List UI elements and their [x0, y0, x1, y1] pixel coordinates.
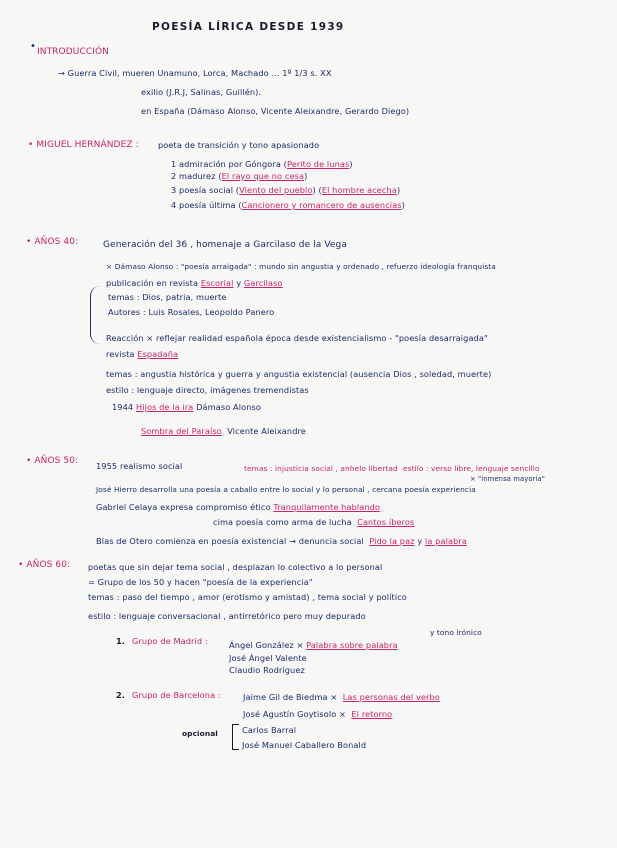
anos50-line-5: Blas de Otero comienza en poesía existencial → denuncia social Pido la paz y la palabra [96, 536, 467, 546]
group-1-poet-2: José Ángel Valente [229, 653, 307, 663]
anos40-line-6: Reacción × reflejar realidad española época desde existencialismo - "poesía desarraigada" [106, 333, 488, 343]
hernandez-item-4: 4 poesía última (Cancionero y romancero de ausencias) [171, 200, 405, 210]
work-title: El retorno [351, 709, 393, 719]
work-title: Viento del pueblo [239, 185, 313, 195]
hernandez-desc: poeta de transición y tono apasionado [158, 140, 320, 150]
page-title: POESÍA LÍRICA DESDE 1939 [152, 21, 345, 33]
anos40-line-10: 1944 Hijos de la ira Dámaso Alonso [112, 402, 261, 412]
intro-heading: INTRODUCCIÓN [37, 47, 109, 57]
work-title: Garcilaso [243, 278, 283, 288]
group-1-label: Grupo de Madrid : [132, 636, 208, 646]
hernandez-heading: • MIGUEL HERNÁNDEZ : [28, 140, 139, 150]
anos40-line-8: temas : angustia histórica y guerra y angustia existencial (ausencia Dios , soledad, muerte) [106, 369, 492, 379]
anos60-line-4b: y tono irónico [430, 628, 482, 637]
anos40-line-7: revista Espadaña [106, 349, 179, 359]
work-title: Espadaña [137, 349, 179, 359]
work-title: Pido la paz [369, 536, 415, 546]
work-title: Palabra sobre palabra [306, 640, 398, 650]
hernandez-item-3: 3 poesía social (Viento del pueblo) (El hombre acecha) [171, 185, 401, 195]
work-title: Perito de lunas [286, 159, 350, 169]
bracket-symbol [232, 724, 239, 750]
optional-label: opcional [182, 729, 218, 738]
intro-line-3: en España (Dámaso Alonso, Vicente Aleixandre, Gerardo Diego) [141, 106, 410, 116]
work-title: Tranquilamente hablando [273, 502, 381, 512]
anos40-line-1: Generación del 36 , homenaje a Garcilaso de la Vega [103, 240, 347, 250]
intro-line-1: → Guerra Civil, mueren Unamuno, Lorca, Machado ... 1º 1/3 s. XX [58, 68, 332, 78]
work-title: Las personas del verbo [342, 692, 440, 702]
anos40-line-2: × Dámaso Alonso : "poesía arraigada" : mundo sin angustia y ordenado , refuerzo ideología franquista [106, 262, 496, 271]
work-title: El rayo que no cesa [221, 171, 305, 181]
anos50-line-4: cima poesía como arma de lucha Cantos íberos [213, 517, 415, 527]
group-2-number: 2. [116, 690, 126, 700]
hernandez-item-1: 1 admiración por Góngora (Perito de lunas) [171, 159, 353, 169]
group-1-number: 1. [116, 636, 126, 646]
intro-line-2: exilio (J.R.J, Salinas, Guillén). [141, 87, 262, 97]
work-title: Sombra del Paraíso [141, 426, 222, 436]
anos50-line-1a: 1955 realismo social [96, 461, 183, 471]
work-title: Hijos de la ira [135, 402, 194, 412]
anos40-heading: • AÑOS 40: [26, 237, 79, 247]
group-2-poet-4: José Manuel Caballero Bonald [242, 740, 367, 750]
anos50-line-1d: × "inmensa mayoría" [470, 475, 545, 483]
anos50-line-2: José Hierro desarrolla una poesía a caballo entre lo social y lo personal , cercana poesía experiencia [96, 485, 476, 494]
anos60-line-3: temas : paso del tiempo , amor (erotismo y amistad) , tema social y político [88, 592, 407, 602]
anos40-line-4: temas : Dios, patria, muerte [108, 292, 227, 302]
anos50-line-3: Gabriel Celaya expresa compromiso ético Tranquilamente hablando [96, 502, 381, 512]
group-2-poet-2: José Agustín Goytisolo × El retorno [243, 709, 393, 719]
anos50-line-1c: estilo : verso libre, lenguaje sencillo [403, 464, 540, 473]
anos60-line-1: poetas que sin dejar tema social , desplazan lo colectivo a lo personal [88, 562, 383, 572]
brace-symbol [90, 286, 103, 344]
work-title: la palabra [424, 536, 467, 546]
anos60-line-4a: estilo : lenguaje conversacional , antirretórico pero muy depurado [88, 611, 366, 621]
anos50-line-1b: temas : injusticia social , anhelo libertad [244, 464, 398, 473]
group-2-label: Grupo de Barcelona : [132, 690, 221, 700]
hernandez-item-2: 2 madurez (El rayo que no cesa) [171, 171, 308, 181]
work-title: Escorial [200, 278, 234, 288]
intro-bullet: • [30, 41, 36, 52]
group-2-poet-1: Jaime Gil de Biedma × Las personas del verbo [243, 692, 440, 702]
group-1-poet-3: Claudio Rodríguez [229, 665, 305, 675]
anos40-line-3: publicación en revista Escorial y Garcilaso [106, 278, 283, 288]
anos50-heading: • AÑOS 50: [26, 456, 79, 466]
work-title: Cantos íberos [357, 517, 415, 527]
anos60-heading: • AÑOS 60: [18, 560, 71, 570]
work-title: El hombre acecha [321, 185, 397, 195]
anos40-line-11: Sombra del Paraíso Vicente Aleixandre [141, 426, 306, 436]
anos60-line-2: = Grupo de los 50 y hacen "poesía de la experiencia" [88, 577, 313, 587]
group-1-poet-1: Ángel González × Palabra sobre palabra [229, 640, 398, 650]
work-title: Cancionero y romancero de ausencias [241, 200, 402, 210]
group-2-poet-3: Carlos Barral [242, 725, 297, 735]
anos40-line-9: estilo : lenguaje directo, imágenes tremendistas [106, 385, 309, 395]
anos40-line-5: Autores : Luis Rosales, Leopoldo Panero [108, 307, 275, 317]
